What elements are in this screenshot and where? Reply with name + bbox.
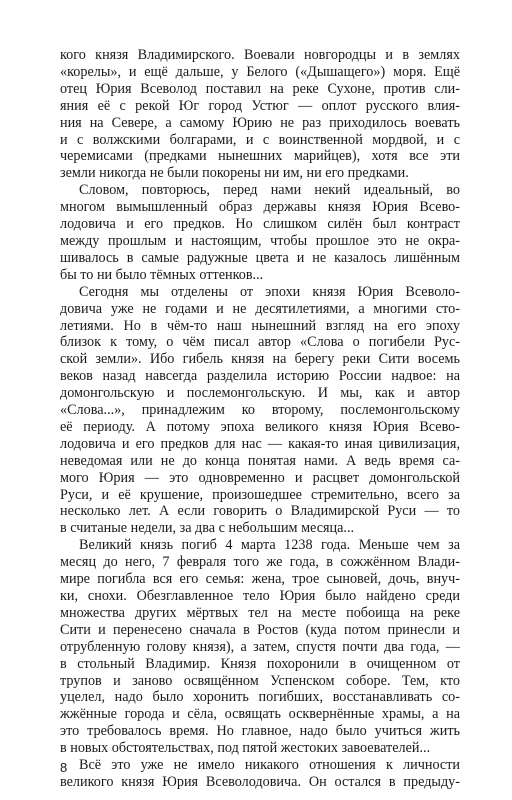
text-line: домонгольскую и послемонгольскую. И мы, как и автор <box>60 385 460 402</box>
text-line: в новых обстоятельствах, под пятой жестоких завоевателей... <box>60 740 431 757</box>
text-line: Словом, повторюсь, перед нами некий идеальный, во <box>79 182 460 199</box>
text-line: в стольный Владимир. Князя похоронили в очищенном от <box>60 655 460 672</box>
text-line: отрубленную голову князя), а затем, спустя почти два года, — <box>60 638 460 655</box>
text-line: уцелел, надо было хоронить погибших, восстанавливать со- <box>60 689 460 706</box>
text-line: довича уже не годами и не десятилетиями, а многими сто- <box>60 300 460 317</box>
body-text <box>60 47 460 791</box>
text-line: кого князя Владимирского. Воевали новгородцы и в землях <box>60 47 460 63</box>
text-line: жжённые города и сёла, освящать осквернённые храмы, а на <box>60 706 460 723</box>
text-line: Всё это уже не имело никакого отношения к личности <box>79 757 460 774</box>
text-line: мого Юрия — это одновременно и расцвет домонгольской <box>60 469 460 486</box>
text-line: ки, снохи. Обезглавленное тело Юрия было найдено среди <box>60 588 460 604</box>
text-line: земли никогда не были покорены ни им, ни его предками. <box>60 165 409 182</box>
paragraph <box>60 757 460 791</box>
text-line: веков назад навсегда разделила историю России надвое: на <box>60 368 460 385</box>
text-line: Сити и перенесено сначала в Ростов (куда потом принесли и <box>60 621 460 638</box>
text-line: «Слова...», принадлежим ко второму, послемонгольскому <box>60 402 460 419</box>
text-line: бы то ни было тёмных оттенков... <box>60 266 264 283</box>
text-line: между прошлым и настоящим, чтобы прошлое это не окра- <box>60 232 460 249</box>
text-line: Сегодня мы отделены от эпохи князя Юрия Всеволо- <box>79 283 460 300</box>
paragraph <box>60 537 460 757</box>
text-line: мире погибла вся его семья: жена, трое сыновей, дочь, внуч- <box>60 571 460 588</box>
text-line: лодовича и его предков. Но слишком силён был контраст <box>60 216 460 233</box>
text-line: и с волжскими болгарами, и с воинственной мордвой, и с <box>60 131 460 148</box>
text-line: Великий князь погиб 4 марта 1238 года. Меньше чем за <box>79 537 460 554</box>
paragraph <box>60 47 460 182</box>
text-line: шивалось в самые радужные цвета и не казалось лишённым <box>60 249 460 266</box>
paragraph <box>60 182 460 283</box>
text-line: яния её с рекой Юг город Устюг — оплот русского влия- <box>60 97 460 114</box>
text-line: месяц до него, 7 февраля того же года, в сожжённом Влади- <box>60 554 460 571</box>
text-line: ской земли». Ибо гибель князя на берегу реки Сити восемь <box>60 351 460 368</box>
text-line: летиями. Но в чём-то наш нынешний взгляд на его эпоху <box>60 317 460 334</box>
text-line: черемисами (предками нынешних марийцев), хотя все эти <box>60 148 460 165</box>
text-line: ния на Севере, а самому Юрию не раз приходилось воевать <box>60 114 460 131</box>
text-line: лодовича и его предков для нас — какая-то иная цивилизация, <box>60 435 460 452</box>
text-line: великого князя Юрия Всеволодовича. Он остался в предыду- <box>60 773 460 790</box>
text-line: Руси, и её крушение, произошедшее стремительно, всего за <box>60 486 460 503</box>
page-number: 8 <box>60 760 68 775</box>
text-line: несколько лет. А если говорить о Владимирской Руси — то <box>60 503 460 520</box>
text-line: трупов и заново освящённом Успенском соборе. Тем, кто <box>60 672 460 689</box>
paragraph <box>60 284 460 538</box>
text-line: многом вымышленный образ державы князя Юрия Всево- <box>60 199 460 216</box>
text-line: в считаные недели, за два с небольшим месяца... <box>60 520 355 537</box>
text-line: её периоду. А потому эпоха великого князя Юрия Всево- <box>60 418 460 435</box>
text-line: это требовалось время. Но главное, надо было учиться жить <box>60 723 460 740</box>
text-line: множества других мёртвых тел на месте побоища на реке <box>60 604 460 621</box>
text-line: «корелы», и ещё дальше, у Белого («Дышащего») моря. Ещё <box>60 63 460 80</box>
text-line: неведомая или не до конца понятая нами. А ведь время са- <box>60 452 460 469</box>
text-line: близок к тому, о чём писал автор «Слова о погибели Рус- <box>60 334 460 351</box>
text-line: отец Юрия Всеволод поставил на реке Сухоне, против сли- <box>60 80 460 97</box>
